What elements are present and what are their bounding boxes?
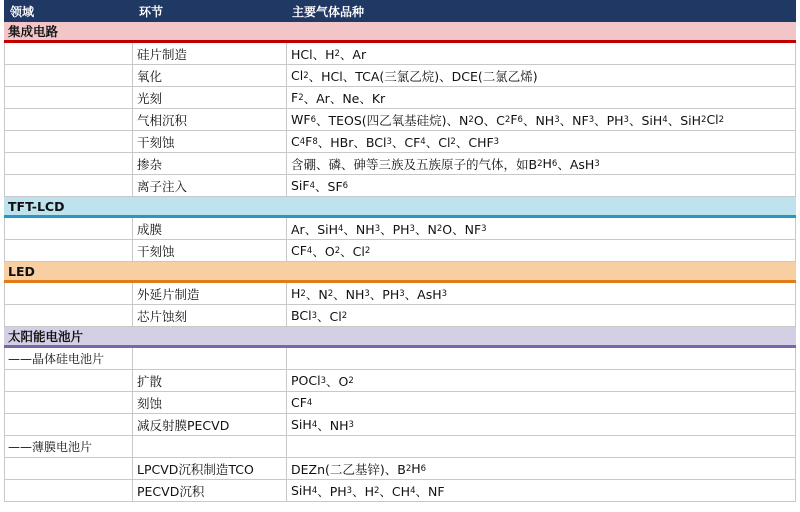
subgroup-label: ——晶体硅电池片 [4, 348, 133, 369]
stage-cell: 刻蚀 [133, 392, 287, 413]
gases-cell: Ar、SiH 4 、NH 3 、PH 3 、N 2 O、NF 3 [287, 218, 796, 239]
subgroup-row [4, 436, 796, 458]
stage-cell: 减反射膜PECVD [133, 414, 287, 435]
table-row [4, 414, 796, 436]
field-cell [4, 43, 133, 64]
stage-cell: 气相沉积 [133, 109, 287, 130]
field-cell [4, 175, 133, 196]
gas-table [4, 0, 796, 502]
stage-cell: 硅片制造 [133, 43, 287, 64]
field-cell [4, 153, 133, 174]
section-row [4, 22, 796, 43]
gases-cell [287, 436, 796, 457]
field-cell [4, 65, 133, 86]
gases-cell: CF 4 、O 2 、Cl 2 [287, 240, 796, 261]
section-label: 太阳能电池片 [8, 329, 84, 344]
stage-cell: 光刻 [133, 87, 287, 108]
header-stage: 环节 [139, 4, 164, 19]
section-row [4, 327, 796, 348]
stage-cell: LPCVD沉积制造TCO [133, 458, 287, 479]
stage-cell [133, 436, 287, 457]
field-cell [4, 392, 133, 413]
gases-cell: HCl、H 2 、Ar [287, 43, 796, 64]
stage-cell: 干刻蚀 [133, 131, 287, 152]
gases-cell: SiH 4 、PH 3 、H 2 、CH 4 、NF [287, 480, 796, 501]
field-cell [4, 305, 133, 326]
gases-cell: H 2 、N 2 、NH 3 、PH 3 、AsH 3 [287, 283, 796, 304]
table-row [4, 131, 796, 153]
subgroup-label: ——薄膜电池片 [4, 436, 133, 457]
field-cell [4, 480, 133, 501]
gases-cell: BCl 3 、Cl 2 [287, 305, 796, 326]
stage-cell [133, 348, 287, 369]
field-cell [4, 240, 133, 261]
stage-cell: 扩散 [133, 370, 287, 391]
gases-cell: CF 4 [287, 392, 796, 413]
gases-cell [287, 348, 796, 369]
gases-cell: C 4 F 8 、HBr、BCl 3 、CF 4 、Cl 2 、CHF 3 [287, 131, 796, 152]
gases-cell: POCl 3 、O 2 [287, 370, 796, 391]
section-row [4, 197, 796, 218]
table-row [4, 370, 796, 392]
table-row [4, 240, 796, 262]
gases-cell: SiH 4 、NH 3 [287, 414, 796, 435]
stage-cell: PECVD沉积 [133, 480, 287, 501]
table-row [4, 218, 796, 240]
field-cell [4, 87, 133, 108]
table-row [4, 458, 796, 480]
stage-cell: 成膜 [133, 218, 287, 239]
table-row [4, 175, 796, 197]
table-row [4, 109, 796, 131]
table-row [4, 153, 796, 175]
table-body [4, 22, 796, 502]
table-row [4, 43, 796, 65]
table-row [4, 305, 796, 327]
gases-cell: WF 6 、TEOS(四乙氧基硅烷)、N 2 O、C 2 F 6 、NH 3 、NF 3 、PH 3 、SiH 4 、SiH 2 Cl 2 [287, 109, 796, 130]
header-field: 领域 [10, 4, 35, 19]
stage-cell: 掺杂 [133, 153, 287, 174]
gases-cell: SiF 4 、SF 6 [287, 175, 796, 196]
section-row [4, 262, 796, 283]
field-cell [4, 283, 133, 304]
gases-cell: 含硼、磷、砷等三族及五族原子的气体，如B 2 H 6 、AsH 3 [287, 153, 796, 174]
table-header-row [4, 0, 796, 22]
subgroup-row [4, 348, 796, 370]
field-cell [4, 414, 133, 435]
stage-cell: 干刻蚀 [133, 240, 287, 261]
table-row [4, 87, 796, 109]
field-cell [4, 109, 133, 130]
field-cell [4, 458, 133, 479]
section-label: 集成电路 [8, 24, 59, 39]
section-label: TFT-LCD [8, 198, 65, 214]
table-row [4, 480, 796, 502]
header-gases: 主要气体品种 [292, 4, 365, 19]
table-row [4, 283, 796, 305]
field-cell [4, 218, 133, 239]
section-label: LED [8, 263, 35, 279]
stage-cell: 外延片制造 [133, 283, 287, 304]
gases-cell: DEZn(二乙基锌)、B 2 H 6 [287, 458, 796, 479]
stage-cell: 氧化 [133, 65, 287, 86]
stage-cell: 芯片蚀刻 [133, 305, 287, 326]
table-row [4, 65, 796, 87]
gases-cell: F 2 、Ar、Ne、Kr [287, 87, 796, 108]
gases-cell: Cl 2 、HCl、TCA(三氯乙烷)、DCE(二氯乙烯) [287, 65, 796, 86]
stage-cell: 离子注入 [133, 175, 287, 196]
field-cell [4, 131, 133, 152]
table-row [4, 392, 796, 414]
field-cell [4, 370, 133, 391]
